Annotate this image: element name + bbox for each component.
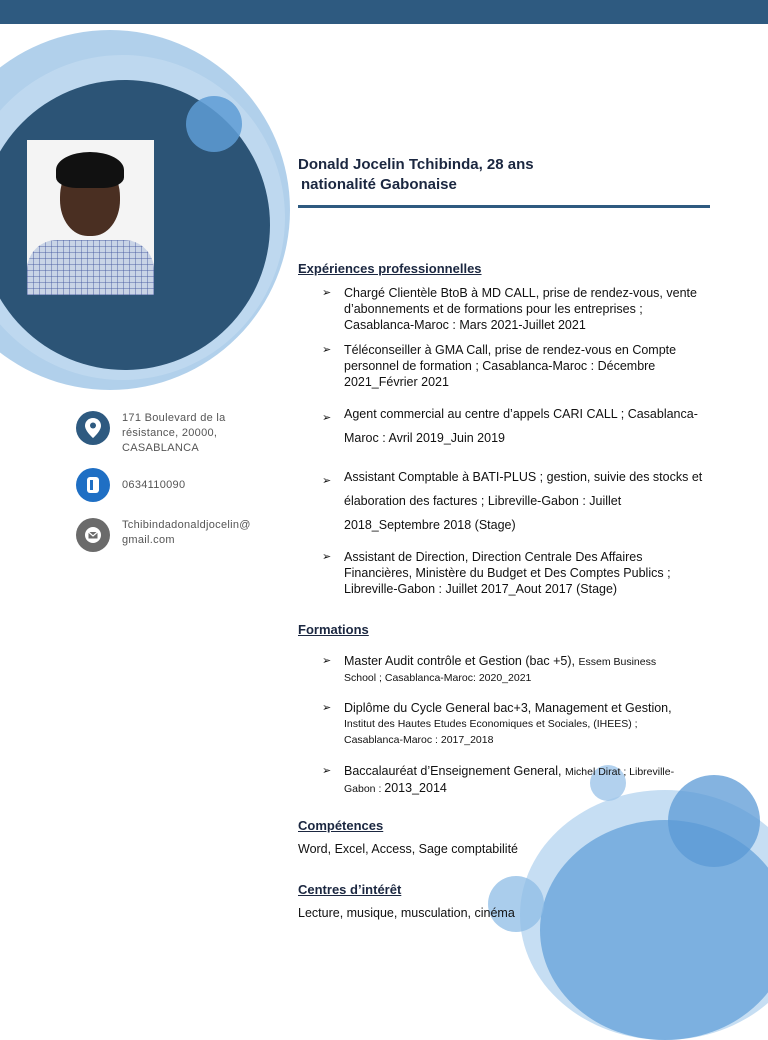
bullet-arrow-icon: ➢	[322, 655, 332, 667]
bullet-arrow-icon: ➢	[322, 702, 332, 714]
formation-item	[322, 653, 714, 686]
item-line: Baccalauréat d’Enseignement General,	[344, 764, 565, 778]
bullet-arrow-icon: ➢	[322, 551, 332, 563]
item-line: 2018_Septembre 2018 (Stage)	[344, 518, 516, 532]
skills-text: Word, Excel, Access, Sage comptabilité	[298, 842, 519, 856]
bullet-arrow-icon: ➢	[322, 765, 332, 777]
item-line: élaboration des factures ; Libreville-Gabon : Juillet	[344, 494, 622, 508]
contact-phone-row	[76, 468, 185, 502]
bullet-arrow-icon: ➢	[322, 475, 332, 487]
item-line-small: Essem Business	[578, 656, 657, 668]
interests-section-title: Centres d’intérêt	[298, 882, 402, 897]
contact-address-row	[76, 411, 226, 456]
item-line: Diplôme du Cycle General bac+3, Management et Gestion,	[344, 701, 672, 715]
item-line: 2013_2014	[384, 781, 447, 795]
bullet-arrow-icon: ➢	[322, 344, 332, 356]
decorative-circle	[186, 96, 242, 152]
address-line: CASABLANCA	[122, 442, 199, 454]
candidate-name: Donald Jocelin Tchibinda, 28 ans	[298, 156, 534, 173]
candidate-nationality: nationalité Gabonaise	[301, 176, 457, 193]
experience-section-title: Expériences professionnelles	[298, 261, 482, 276]
contact-email-row	[76, 518, 251, 552]
item-line: personnel de formation ; Casablanca-Maroc : Décembre	[344, 359, 656, 373]
candidate-header	[298, 155, 534, 195]
phone-text[interactable]: 0634110090	[122, 479, 186, 491]
item-line: Libreville-Gabon : Juillet 2017_Aout 2017 (Stage)	[344, 582, 618, 596]
address-line: résistance, 20000,	[122, 427, 218, 439]
formation-item	[322, 763, 714, 797]
phone-icon	[76, 468, 110, 502]
item-line-small: Michel Dirat ; Libreville-	[564, 766, 675, 778]
email-icon	[76, 518, 110, 552]
item-line: Assistant Comptable à BATI-PLUS ; gestion, suivie des stocks et	[344, 470, 703, 484]
skills-section-title: Compétences	[298, 818, 384, 833]
email-line: gmail.com	[122, 534, 175, 546]
address-line: 171 Boulevard de la	[122, 412, 226, 424]
experience-item	[322, 549, 714, 597]
item-line: Téléconseiller à GMA Call, prise de rendez-vous en Compte	[344, 343, 677, 357]
item-line: Assistant de Direction, Direction Centrale Des Affaires	[344, 550, 643, 564]
experience-item	[322, 402, 714, 450]
top-banner	[0, 0, 768, 24]
experience-item	[322, 285, 714, 333]
item-line: Chargé Clientèle BtoB à MD CALL, prise de rendez-vous, vente	[344, 286, 697, 300]
formation-item	[322, 700, 714, 748]
profile-photo	[27, 140, 154, 295]
item-line: 2021_Février 2021	[344, 375, 449, 389]
experience-item	[322, 342, 714, 390]
email-line: Tchibindadonaldjocelin@	[122, 519, 251, 531]
bullet-arrow-icon: ➢	[322, 412, 332, 424]
email-text[interactable]	[122, 518, 251, 548]
item-line: d’abonnements et de formations pour les entreprises ;	[344, 302, 643, 316]
item-line-small: Gabon :	[344, 783, 385, 795]
item-line: Maroc : Avril 2019_Juin 2019	[344, 431, 505, 445]
header-divider	[298, 205, 710, 208]
item-line: Casablanca-Maroc : Mars 2021-Juillet 2021	[344, 318, 586, 332]
experience-item	[322, 465, 714, 537]
item-line: Agent commercial au centre d’appels CARI CALL ; Casablanca-	[344, 407, 698, 421]
interests-text: Lecture, musique, musculation, cinéma	[298, 906, 515, 920]
item-line-small: School ; Casablanca-Maroc: 2020_2021	[344, 672, 532, 684]
item-line-small: Institut des Hautes Etudes Economiques et Sociales, (IHEES) ;	[344, 718, 638, 730]
address-text	[122, 411, 226, 456]
item-line: Master Audit contrôle et Gestion (bac +5),	[344, 654, 579, 668]
bullet-arrow-icon: ➢	[322, 287, 332, 299]
item-line-small: Casablanca-Maroc : 2017_2018	[344, 734, 494, 746]
item-line: Financières, Ministère du Budget et Des Comptes Publics ;	[344, 566, 671, 580]
decorative-circle	[488, 876, 544, 932]
formations-section-title: Formations	[298, 622, 369, 637]
location-pin-icon	[76, 411, 110, 445]
